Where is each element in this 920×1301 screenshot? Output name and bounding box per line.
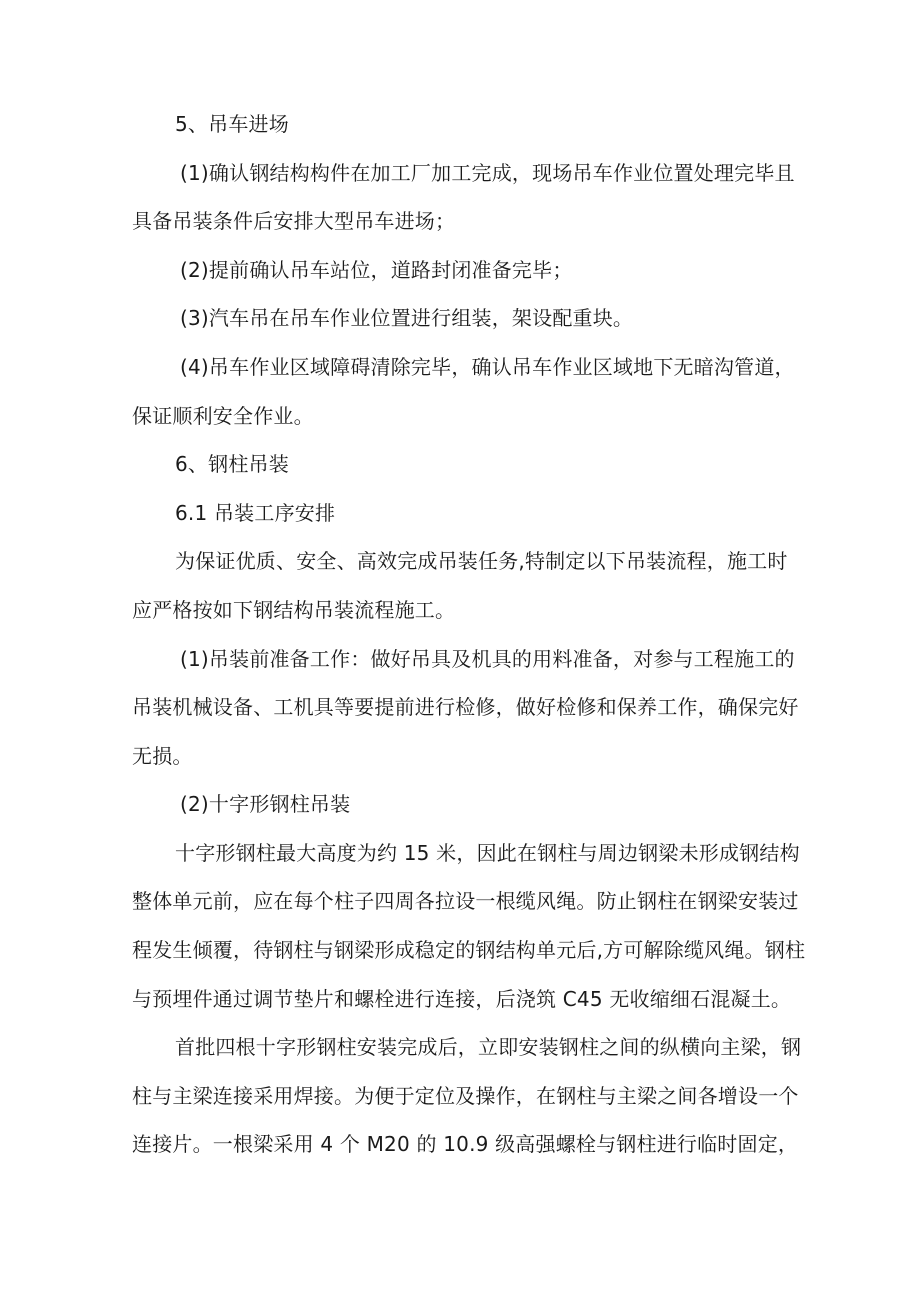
paragraph-line: (1)确认钢结构构件在加工厂加工完成，现场吊车作业位置处理完毕且 [180,161,795,185]
paragraph-line: (2)提前确认吊车站位，道路封闭准备完毕； [180,258,573,282]
paragraph-line: 连接片。一根梁采用 4 个 M20 的 10.9 级高强螺栓与钢柱进行临时固定， [132,1132,799,1156]
paragraph-line: 为保证优质、安全、高效完成吊装任务,特制定以下吊装流程，施工时 [175,549,788,573]
paragraph-line: 具备吊装条件后安排大型吊车进场； [132,209,456,233]
paragraph-line: (3)汽车吊在吊车作业位置进行组装，架设配重块。 [180,306,634,330]
paragraph-line: 柱与主梁连接采用焊接。为便于定位及操作，在钢柱与主梁之间各增设一个 [132,1084,799,1108]
paragraph-line: 6、钢柱吊装 [175,452,289,476]
paragraph-line: 6.1 吊装工序安排 [175,501,336,525]
paragraph-line: 程发生倾覆，待钢柱与钢梁形成稳定的钢结构单元后,方可解除缆风绳。钢柱 [132,938,806,962]
paragraph-line: 吊装机械设备、工机具等要提前进行检修，做好检修和保养工作，确保完好 [132,695,799,719]
paragraph-line: 应严格按如下钢结构吊装流程施工。 [132,598,456,622]
paragraph-line: 与预埋件通过调节垫片和螺栓进行连接，后浇筑 C45 无收缩细石混凝土。 [132,987,792,1011]
paragraph-line: 无损。 [132,744,193,768]
paragraph-line: 整体单元前，应在每个柱子四周各拉设一根缆风绳。防止钢柱在钢梁安装过 [132,889,799,913]
paragraph-line: (1)吊装前准备工作：做好吊具及机具的用料准备，对参与工程施工的 [180,647,795,671]
paragraph-line: 十字形钢柱最大高度为约 15 米，因此在钢柱与周边钢梁未形成钢结构 [175,841,800,865]
paragraph-line: (4)吊车作业区域障碍清除完毕，确认吊车作业区域地下无暗沟管道， [180,355,795,379]
paragraph-line: 5、吊车进场 [175,112,289,136]
paragraph-line: 保证顺利安全作业。 [132,404,314,428]
paragraph-line: (2)十字形钢柱吊装 [180,792,351,816]
paragraph-line: 首批四根十字形钢柱安装完成后，立即安装钢柱之间的纵横向主梁，钢 [175,1035,802,1059]
